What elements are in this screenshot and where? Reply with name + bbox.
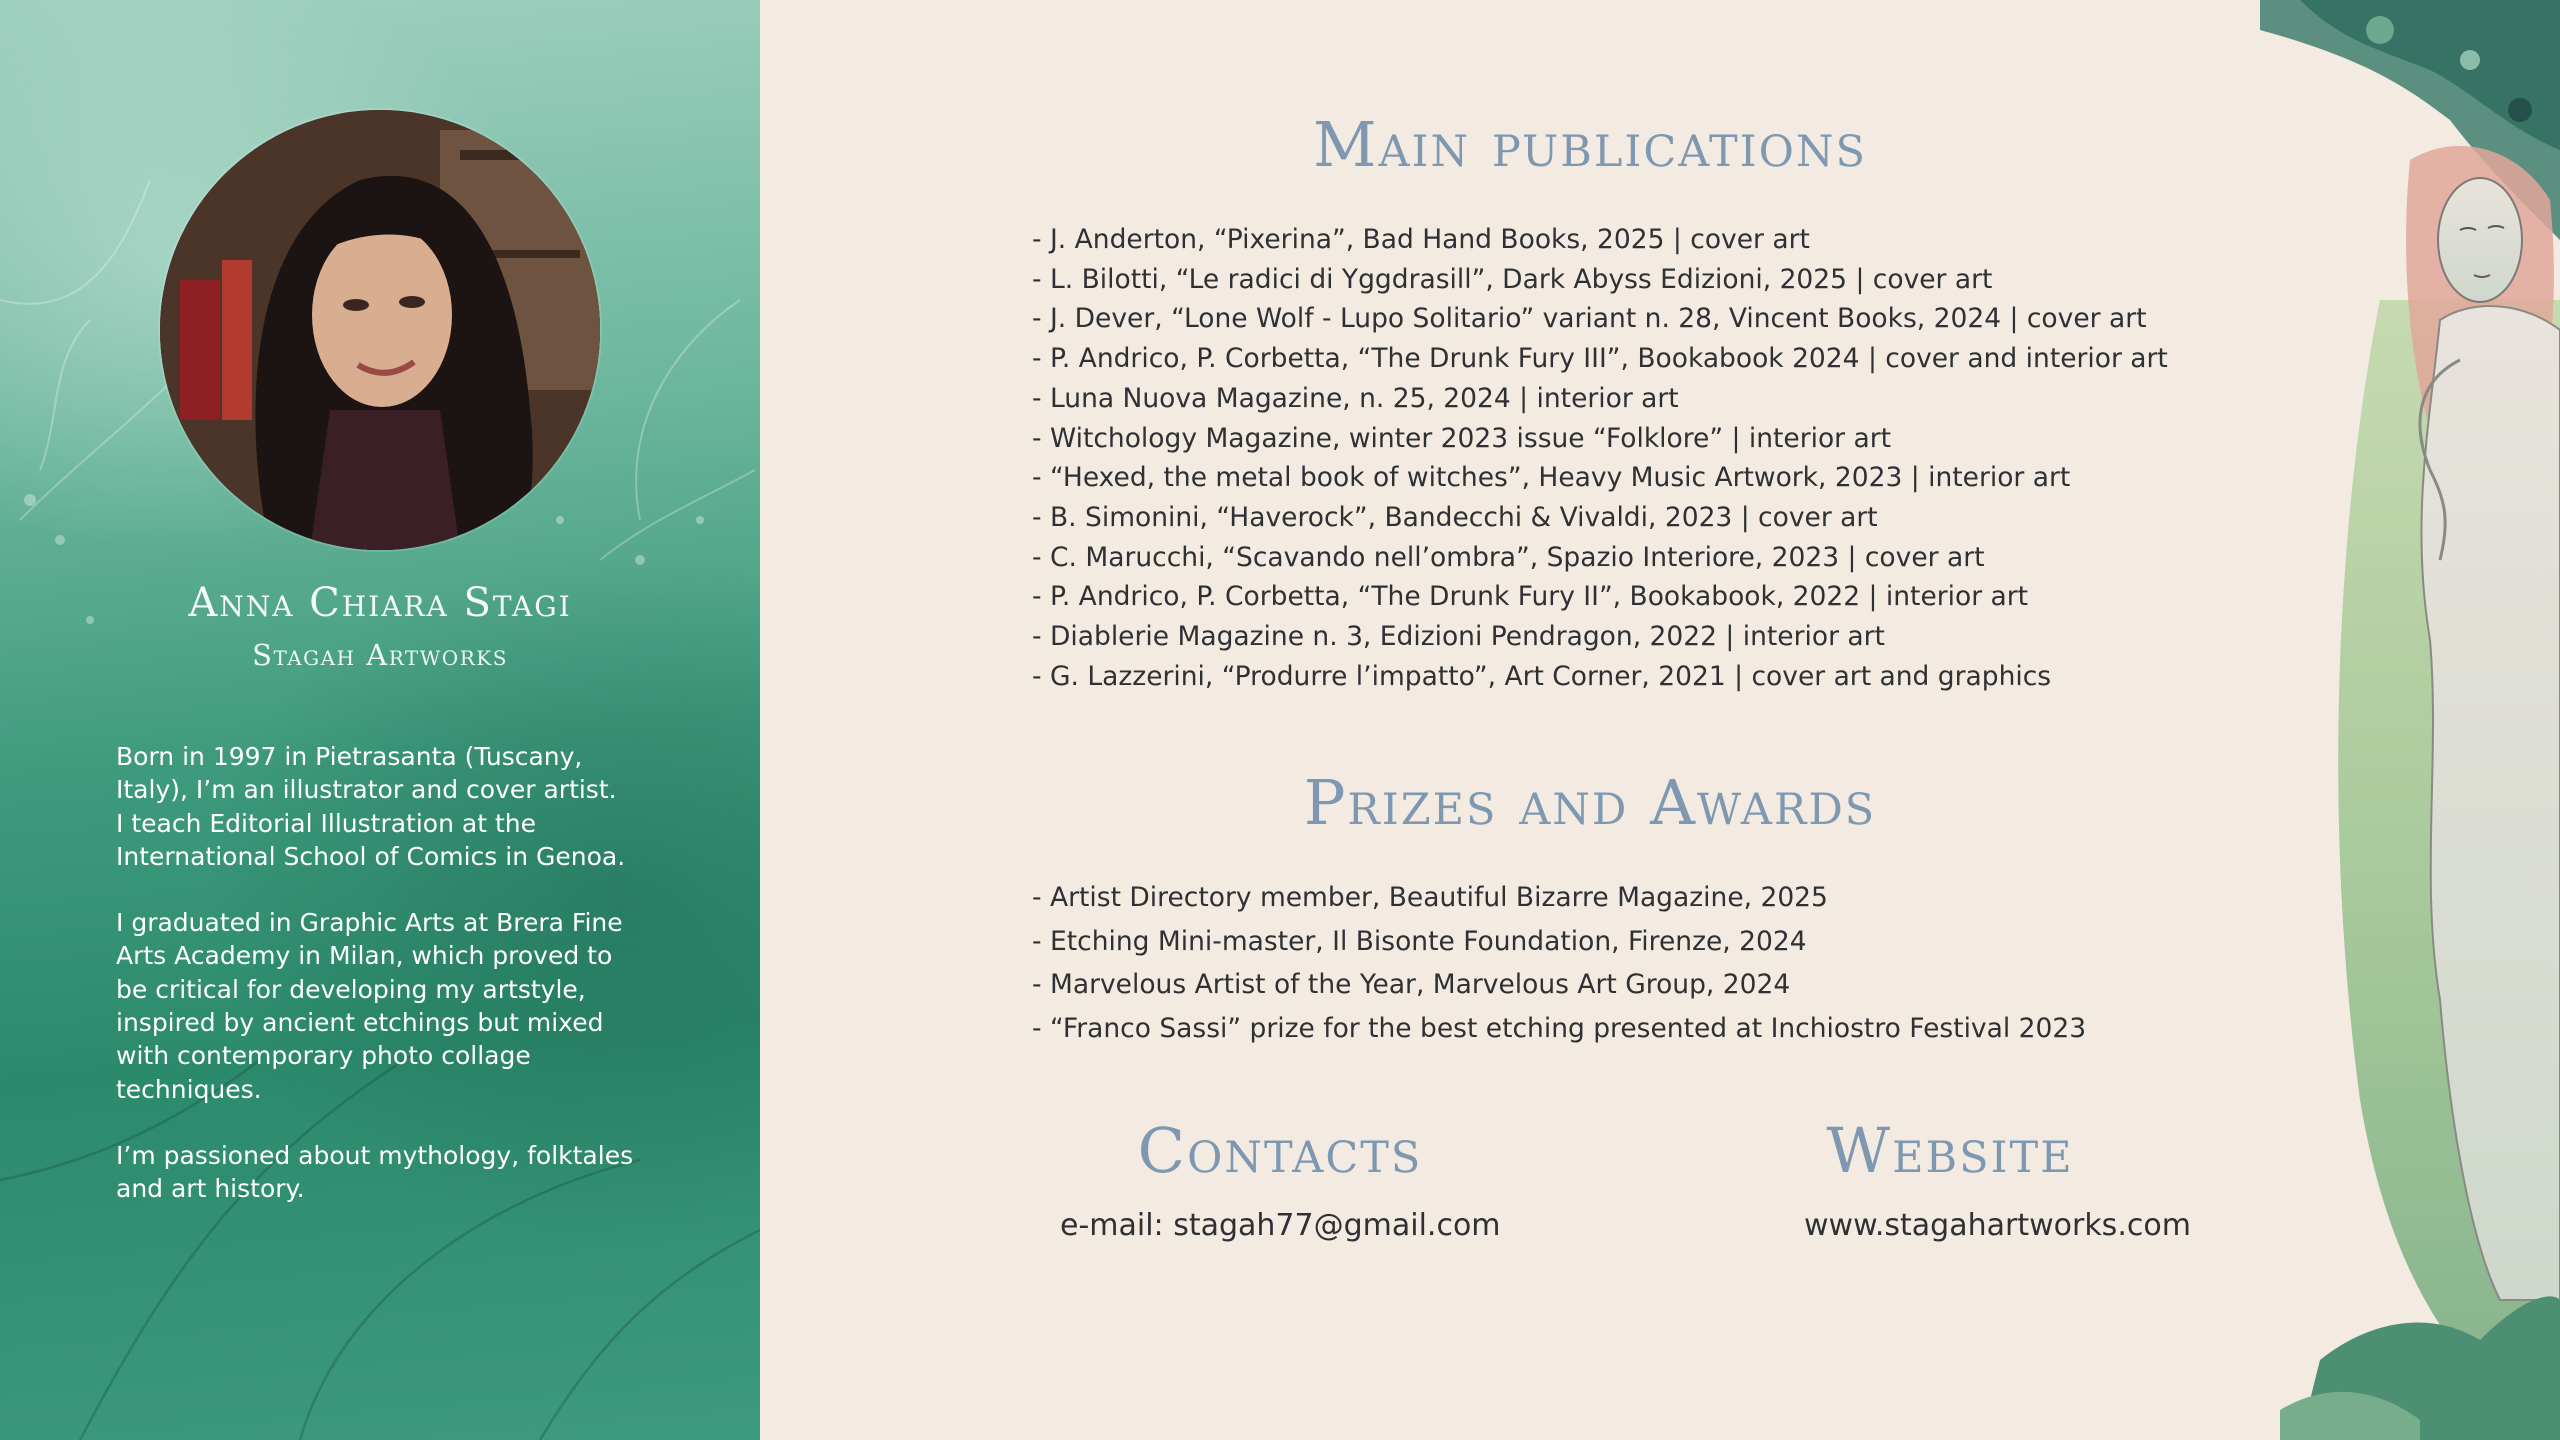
list-item: - Artist Directory member, Beautiful Bizarre Magazine, 2025	[1032, 882, 1828, 913]
bio-line: I’m passioned about mythology, folktales	[116, 1140, 634, 1170]
studio-name: Stagah Artworks	[252, 638, 508, 672]
figure-illustration	[2260, 0, 2560, 1440]
list-item: - C. Marucchi, “Scavando nell’ombra”, Spazio Interiore, 2023 | cover art	[1032, 541, 1985, 573]
bio-line: I graduated in Graphic Arts at Brera Fine	[116, 908, 623, 938]
bio-line: Arts Academy in Milan, which proved to	[116, 941, 613, 971]
list-item: - “Hexed, the metal book of witches”, Heavy Music Artwork, 2023 | interior art	[1032, 462, 2071, 494]
bio-line: inspired by ancient etchings but mixed	[116, 1008, 604, 1038]
bio-line: with contemporary photo collage	[116, 1041, 531, 1071]
contacts-heading: Contacts	[1137, 1114, 1423, 1187]
website-heading: Website	[1826, 1114, 2074, 1187]
bio-line: be critical for developing my artstyle,	[116, 974, 586, 1004]
profile-panel	[0, 0, 760, 1440]
main-content	[760, 0, 2340, 1440]
list-item: - P. Andrico, P. Corbetta, “The Drunk Fury II”, Bookabook, 2022 | interior art	[1032, 581, 2029, 613]
email-link[interactable]: e-mail: stagah77@gmail.com	[1060, 1208, 1501, 1243]
artist-name: Anna Chiara Stagi	[188, 580, 572, 626]
publications-heading: Main publications	[1312, 108, 1867, 181]
awards-heading: Prizes and Awards	[1303, 766, 1877, 839]
awards-list	[1032, 876, 2086, 1050]
bio-line: Italy), I’m an illustrator and cover artist.	[116, 775, 617, 805]
list-item: - Etching Mini-master, Il Bisonte Foundation, Firenze, 2024	[1032, 925, 1807, 957]
list-item: - “Franco Sassi” prize for the best etching presented at Inchiostro Festival 2023	[1032, 1012, 2087, 1044]
list-item: - Luna Nuova Magazine, n. 25, 2024 | interior art	[1032, 382, 1679, 414]
list-item: - J. Dever, “Lone Wolf - Lupo Solitario” variant n. 28, Vincent Books, 2024 | cover art	[1032, 303, 2147, 335]
bio-line: I teach Editorial Illustration at the	[116, 808, 536, 838]
list-item: - G. Lazzerini, “Produrre l’impatto”, Art Corner, 2021 | cover art and graphics	[1032, 660, 2052, 692]
list-item: - J. Anderton, “Pixerina”, Bad Hand Books, 2025 | cover art	[1032, 224, 1810, 255]
bio-paragraph	[116, 906, 654, 1106]
list-item: - Diablerie Magazine n. 3, Edizioni Pendragon, 2022 | interior art	[1032, 621, 1885, 653]
bio-line: techniques.	[116, 1074, 262, 1104]
biography	[116, 740, 654, 1206]
website-link[interactable]: www.stagahartworks.com	[1804, 1208, 2191, 1243]
bio-paragraph	[116, 740, 654, 873]
list-item: - L. Bilotti, “Le radici di Yggdrasill”, Dark Abyss Edizioni, 2025 | cover art	[1032, 263, 1993, 295]
avatar	[160, 110, 600, 550]
bio-line: and art history.	[116, 1174, 305, 1204]
list-item: - B. Simonini, “Haverock”, Bandecchi & Vivaldi, 2023 | cover art	[1032, 501, 1878, 533]
list-item: - Marvelous Artist of the Year, Marvelous Art Group, 2024	[1032, 969, 1791, 1000]
bio-line: Born in 1997 in Pietrasanta (Tuscany,	[116, 742, 583, 771]
publications-list	[1032, 220, 2168, 696]
list-item: - P. Andrico, P. Corbetta, “The Drunk Fury III”, Bookabook 2024 | cover and interior art	[1032, 343, 2168, 375]
bio-paragraph	[116, 1139, 654, 1206]
list-item: - Witchology Magazine, winter 2023 issue “Folklore” | interior art	[1032, 422, 1892, 454]
bio-line: International School of Comics in Genoa.	[116, 841, 626, 871]
